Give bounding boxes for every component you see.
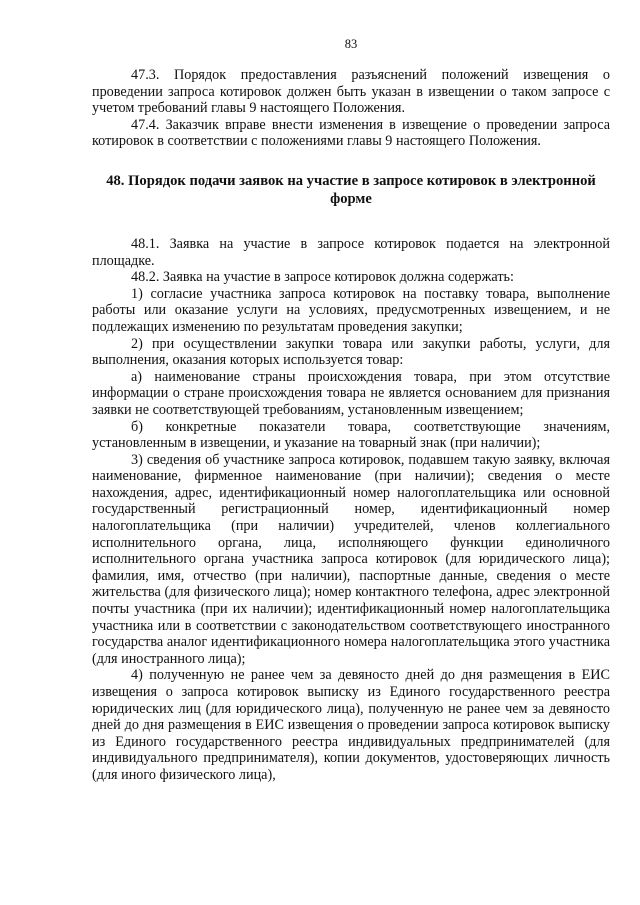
list-item-4: 4) полученную не ранее чем за девяносто дней до дня размещения в ЕИС извещения о запроса котировок выписку из Единого государственного реестра юридических лиц (для юридического лица), полученную не ранее чем за девяносто дней до дня размещения в ЕИС извещения о проведении запроса котировок выписку из Единого государственного реестра индивидуальных предпринимателей (для индивидуального предпринимателя), копии документов, удостоверяющих личность (для иного физического лица), — [92, 667, 610, 783]
page-number: 83 — [344, 37, 358, 51]
section-heading-48: 48. Порядок подачи заявок на участие в запросе котировок в электронной форме — [106, 172, 596, 207]
list-item-2a: а) наименование страны происхождения товара, при этом отсутствие информации о стране происхождения товара не является основанием для признания заявки не соответствующей требованиям, установленным извещением; — [92, 368, 610, 418]
list-item-3: 3) сведения об участнике запроса котировок, подавшем такую заявку, включая наименование, фирменное наименование (при наличии); сведения о месте нахождения, адрес, идентификационный номер налогоплательщика или основной государственный регистрационный номер, идентификационный номер налогоплательщика (при наличии) учредителей, членов коллегиального исполнительного органа, лица, исполняющего функции единоличного исполнительного органа участника запроса котировок (для юридического лица); фамилия, имя, отчество (при наличии), паспортные данные, сведения о месте жительства (для физического лица); номер контактного телефона, адрес электронной почты участника (при их наличии); идентификационный номер налогоплательщика участника или в соответствии с законодательством соответствующего иностранного государства аналог идентификационного номера налогоплательщика этого участника (для иностранного лица); — [92, 451, 610, 667]
list-item-2: 2) при осуществлении закупки товара или закупки работы, услуги, для выполнения, оказания которых используется товар: — [92, 335, 610, 369]
paragraph-48-1: 48.1. Заявка на участие в запросе котировок подается на электронной площадке. — [92, 235, 610, 269]
document-body — [92, 67, 610, 784]
paragraph-47-4: 47.4. Заказчик вправе внести изменения в извещение о проведении запроса котировок в соответствии с положениями главы 9 настоящего Положения. — [92, 116, 610, 150]
paragraph-48-2: 48.2. Заявка на участие в запросе котировок должна содержать: — [131, 269, 514, 286]
paragraph-47-3: 47.3. Порядок предоставления разъяснений положений извещения о проведении запроса котировок должен быть указан в извещении о таком запросе с учетом требований главы 9 настоящего Положения. — [92, 67, 610, 117]
list-item-1: 1) согласие участника запроса котировок на поставку товара, выполнение работы или оказание услуги на условиях, предусмотренных извещением, и не подлежащих изменению по результатам проведения закупки; — [92, 285, 610, 335]
list-item-2b: б) конкретные показатели товара, соответствующие значениям, установленным в извещении, и указание на товарный знак (при наличии); — [92, 418, 610, 452]
